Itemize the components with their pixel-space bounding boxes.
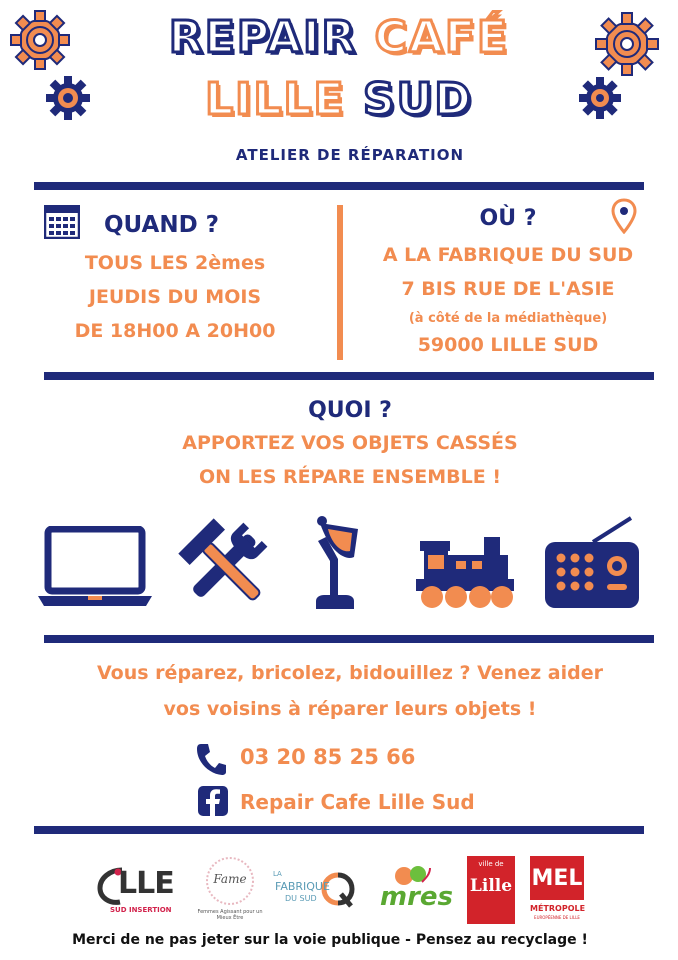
divider-lower [44, 635, 654, 643]
radio-icon [541, 514, 643, 612]
where-line-4: 59000 LILLE SUD [417, 334, 599, 356]
facebook-icon [198, 786, 228, 816]
ville-text: Lille [469, 876, 513, 896]
lille-insertion-text: LLE [118, 866, 174, 901]
where-heading: OÙ ? [479, 206, 537, 231]
call-line-2: vos voisins à réparer leurs objets ! [163, 698, 537, 720]
mres-logo [378, 864, 454, 918]
when-line-1: TOUS LES 2èmes [84, 252, 266, 274]
title-line-2 [0, 74, 678, 125]
lille-insertion-sub: SUD INSERTION [110, 906, 172, 914]
mel-text: MEL [531, 866, 583, 891]
divider-middle [44, 372, 654, 380]
what-heading: QUOI ? [308, 398, 392, 423]
ville-prefix: ville de [478, 860, 504, 868]
divider-vertical [337, 205, 343, 360]
location-pin-icon [611, 198, 637, 234]
fabrique-text: FABRIQUE [275, 880, 330, 893]
title-cafe: CAFÉ [374, 12, 510, 63]
when-line-3: DE 18H00 A 20H00 [74, 320, 276, 342]
fabrique-prefix: LA [273, 870, 282, 878]
where-line-3: (à côté de la médiathèque) [408, 311, 608, 326]
fabrique-suffix: DU SUD [285, 894, 317, 903]
fabrique-du-sud-logo [273, 866, 357, 918]
fame-sub: Femmes Agissant pour un Mieux Être [197, 909, 263, 921]
lille-sud-insertion-logo [96, 862, 186, 920]
what-line-2: ON LES RÉPARE ENSEMBLE ! [198, 466, 502, 488]
fame-logo [197, 855, 263, 925]
divider-bottom [34, 826, 644, 834]
calendar-icon [44, 205, 80, 239]
subtitle: ATELIER DE RÉPARATION [235, 146, 465, 164]
mel-logo [530, 856, 584, 924]
title-line-1 [0, 12, 678, 63]
lamp-icon [306, 513, 376, 615]
footer-note: Merci de ne pas jeter sur la voie publique - Pensez au recyclage ! [72, 932, 588, 948]
facebook-page: Repair Cafe Lille Sud [240, 790, 475, 814]
where-line-2: 7 BIS RUE DE L'ASIE [401, 278, 615, 300]
mel-sub: MÉTROPOLE [530, 904, 586, 913]
title-lille: LILLE [205, 74, 346, 125]
when-line-2: JEUDIS DU MOIS [88, 286, 262, 308]
phone-number: 03 20 85 25 66 [240, 745, 416, 769]
what-line-1: APPORTEZ VOS OBJETS CASSÉS [182, 432, 518, 454]
divider-top [34, 182, 644, 190]
title-sud: SUD [362, 74, 473, 125]
ville-de-lille-logo [467, 856, 515, 924]
phone-icon [195, 742, 227, 776]
title-repair: REPAIR [168, 12, 358, 63]
mres-text: mres [380, 882, 454, 912]
mel-sub2: EUROPÉENNE DE LILLE [534, 915, 580, 920]
train-icon [410, 533, 520, 613]
when-heading: QUAND ? [104, 212, 220, 238]
laptop-icon [36, 526, 154, 608]
fame-text: Fame [213, 872, 247, 886]
tools-icon [176, 518, 274, 612]
where-line-1: A LA FABRIQUE DU SUD [382, 244, 634, 266]
call-line-1: Vous réparez, bricolez, bidouillez ? Venez aider [97, 662, 603, 684]
